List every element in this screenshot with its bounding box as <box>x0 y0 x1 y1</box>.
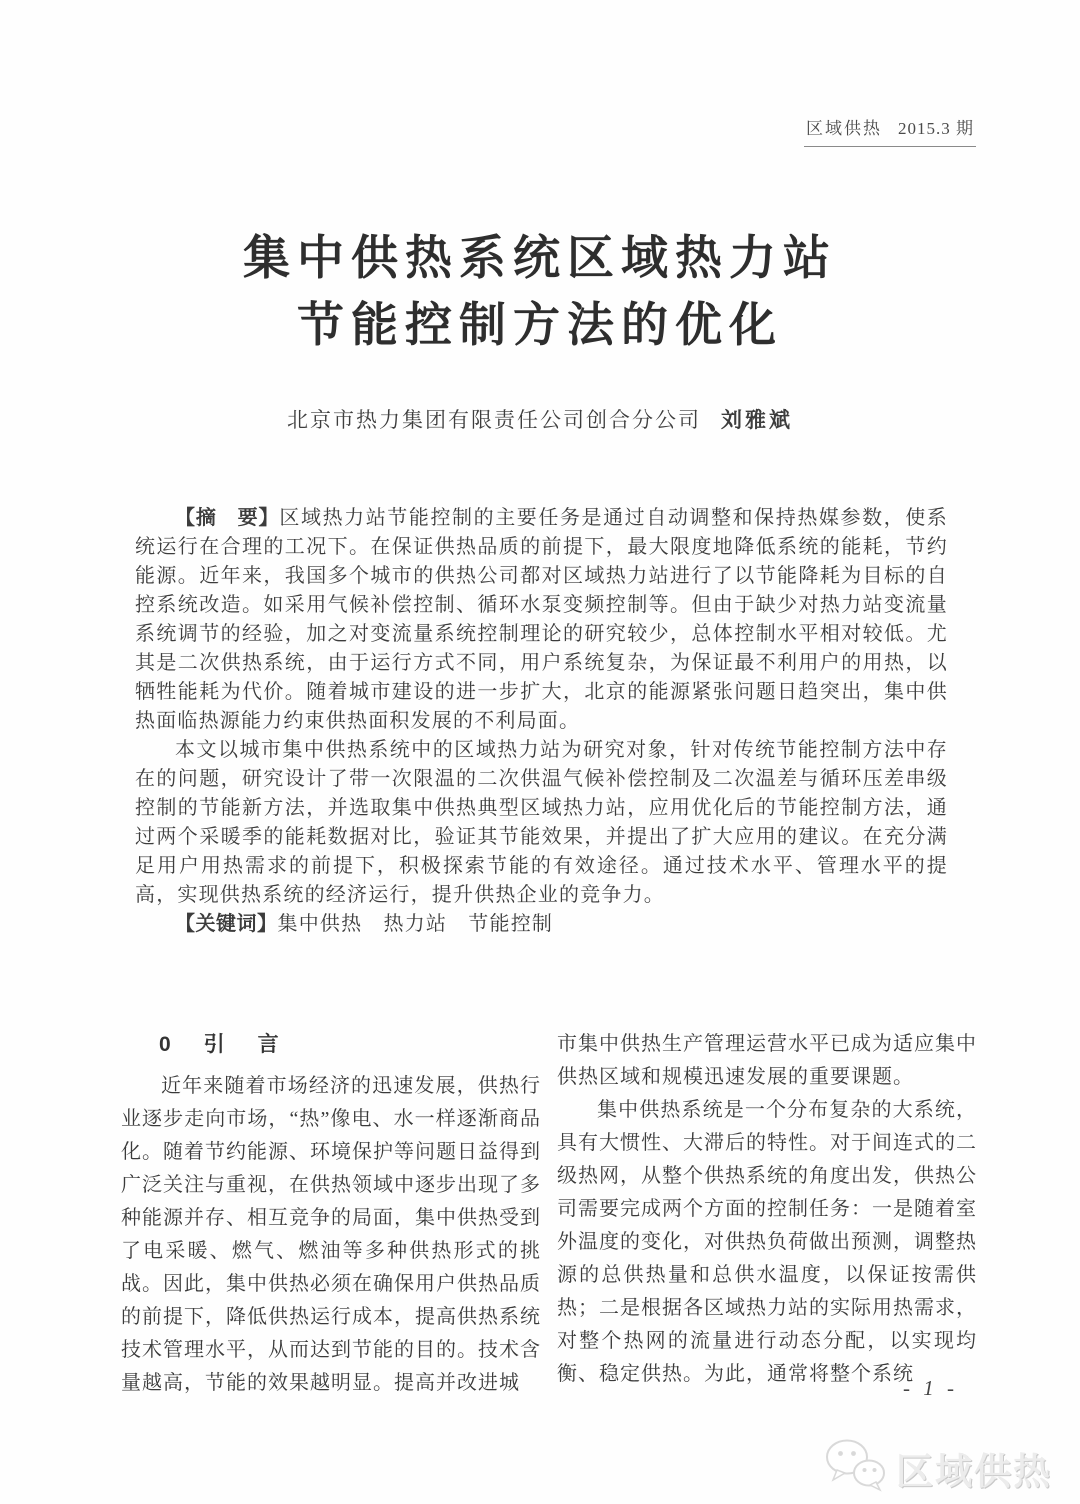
abstract-paragraph-1 <box>135 504 948 736</box>
abstract-label: 【摘 要】 <box>175 507 280 529</box>
article-title <box>0 226 1080 360</box>
running-head <box>804 114 976 147</box>
keywords-line <box>135 910 948 939</box>
intro-paragraph-2-right: 集中供热系统是一个分布复杂的大系统，具有大惯性、大滞后的特性。对于间连式的二级热网，从整个供热系统的角度出发，供热公司需要完成两个方面的控制任务：一是随着室外温度的变化，对供热负荷做出预测，调整热源的总供热量和总供水温度，以保证按需供热；二是根据各区域热力站的实际用热需求，对整个热网的流量进行动态分配，以实现均衡、稳定供热。为此，通常将整个系统 <box>557 1099 977 1385</box>
byline <box>0 404 1080 434</box>
intro-heading: 0 引 言 <box>159 1033 285 1056</box>
author-name: 刘雅斌 <box>721 408 793 432</box>
intro-paragraph-1-left: 近年来随着市场经济的迅速发展，供热行业逐步走向市场，“热”像电、水一样逐渐商品化。随着节约能源、环境保护等问题日益得到广泛关注与重视，在供热领域中逐步出现了多种能源并存、相互竞争的局面，集中供热受到了电采暖、燃气、燃油等多种供热形式的挑战。因此，集中供热必须在确保用户供热品质的前提下，降低供热运行成本，提高供热系统技术管理水平，从而达到节能的目的。技术含量越高，节能的效果越明显。提高并改进城 <box>121 1075 541 1394</box>
keywords-label: 【关键词】 <box>175 913 278 935</box>
keywords-text: 集中供热 热力站 节能控制 <box>277 913 554 935</box>
intro-column-left <box>121 1028 541 1400</box>
page-number: - 1 - <box>903 1376 958 1400</box>
wechat-logo-icon <box>824 1436 888 1499</box>
intro-paragraph-1-right: 市集中供热生产管理运营水平已成为适应集中供热区域和规模迅速发展的重要课题。 <box>557 1033 977 1088</box>
issue-label: 2015.3 期 <box>898 119 974 138</box>
abstract-text-1: 区域热力站节能控制的主要任务是通过自动调整和保持热媒参数，使系统运行在合理的工况下。在保证供热品质的前提下，最大限度地降低系统的能耗，节约能源。近年来，我国多个城市的供热公司都对区域热力站进行了以节能降耗为目标的自控系统改造。如采用气候补偿控制、循环水泵变频控制等。但由于缺少对热力站变流量系统调节的经验，加之对变流量系统控制理论的研究较少，总体控制水平相对较低。尤其是二次供热系统，由于运行方式不同，用户系统复杂，为保证最不利用户的用热，以牺牲能耗为代价。随着城市建设的进一步扩大，北京的能源紧张问题日趋突出，集中供热面临热源能力约束供热面积发展的不利局面。 <box>135 507 949 732</box>
watermark-label: 区域供热 <box>896 1450 1052 1492</box>
affiliation: 北京市热力集团有限责任公司创合分公司 <box>287 408 701 432</box>
watermark <box>824 1436 1052 1499</box>
title-line-2: 节能控制方法的优化 <box>297 300 783 352</box>
abstract-block <box>135 504 948 939</box>
journal-name: 区域供热 <box>806 119 882 138</box>
intro-columns <box>121 1028 977 1400</box>
intro-column-right <box>557 1028 977 1400</box>
title-line-1: 集中供热系统区域热力站 <box>243 233 837 285</box>
abstract-paragraph-2: 本文以城市集中供热系统中的区域热力站为研究对象，针对传统节能控制方法中存在的问题，研究设计了带一次限温的二次供温气候补偿控制及二次温差与循环压差串级控制的节能新方法，并选取集中供热典型区域热力站，应用优化后的节能控制方法，通过两个采暖季的能耗数据对比，验证其节能效果，并提出了扩大应用的建议。在充分满足用户用热需求的前提下，积极探索节能的有效途径。通过技术水平、管理水平的提高，实现供热系统的经济运行，提升供热企业的竞争力。 <box>135 739 948 906</box>
